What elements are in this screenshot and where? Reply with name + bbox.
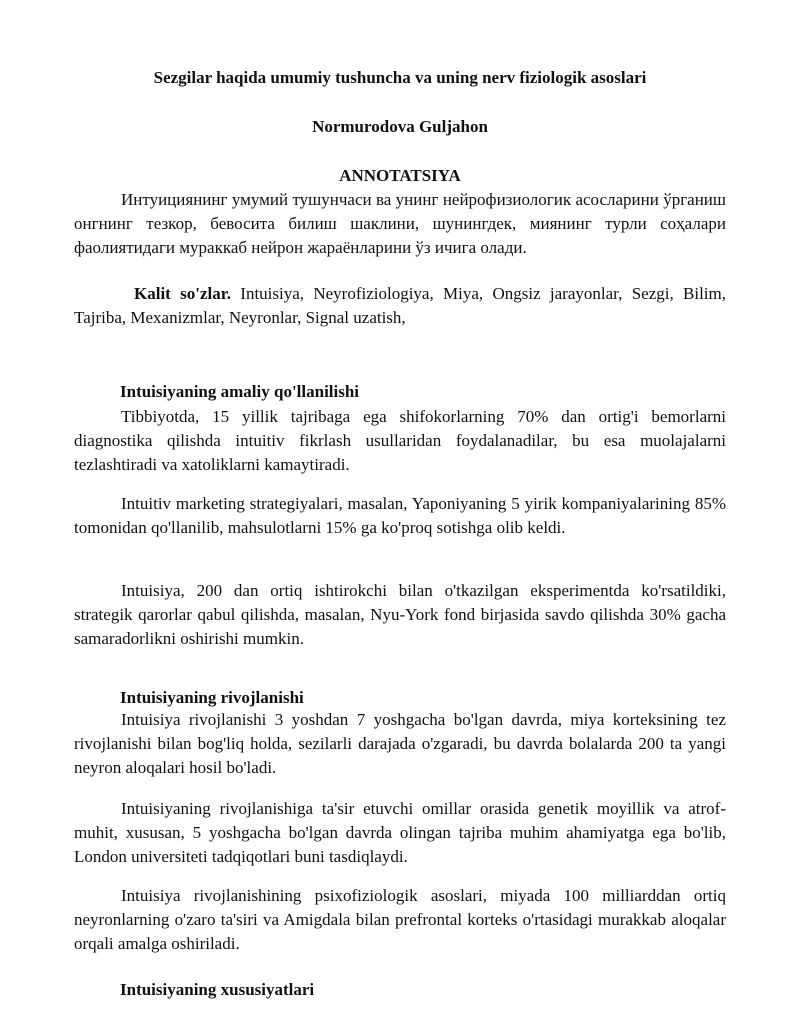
keywords-text: Intuisiya, Neyrofiziologiya, Miya, Ongsiz jarayonlar, Sezgi, Bilim, Tajriba, Mexanizmlar, Neyronlar, Signal uzatish, xyxy=(74,284,726,327)
annotation-paragraph xyxy=(74,188,726,260)
paragraph-text: Intuisiyaning rivojlanishiga ta'sir etuvchi omillar orasida genetik moyillik va atrof-muhit, xususan, 5 yoshgacha bo'lgan davrda olingan tajriba muhim ahamiyatga ega bo'lib, London universiteti tadqiqotlari buni tasdiqlaydi. xyxy=(74,799,726,866)
section-heading: Intuisiyaning amaliy qo'llanilishi xyxy=(120,382,360,401)
section-heading: Intuisiyaning xususiyatlari xyxy=(120,980,315,999)
section-paragraph xyxy=(74,405,726,477)
section-paragraph xyxy=(74,797,726,869)
section-paragraph xyxy=(74,492,726,540)
paragraph-text: Intuisiya rivojlanishining psixofiziologik asoslari, miyada 100 milliarddan ortiq neyronlarning o'zaro ta'siri va Amigdala bilan prefrontal korteks o'rtasidagi murakkab aloqalar orqali amalga oshiriladi. xyxy=(74,886,726,953)
paragraph-text: Intuisiya, 200 dan ortiq ishtirokchi bilan o'tkazilgan eksperimentda ko'rsatildiki, strategik qarorlar qabul qilishda, masalan, Nyu-York fond birjasida savdo qilishda 30% gacha samaradorlikni oshirishi mumkin. xyxy=(74,581,726,648)
annotation-heading: ANNOTATSIYA xyxy=(339,166,461,185)
keywords-paragraph xyxy=(74,282,726,330)
annotation-text: Интуициянинг умумий тушунчаси ва унинг нейрофизиологик асосларини ўрганиш онгнинг тезкор, бевосита билиш шаклини, шунингдек, миянинг турли соҳалари фаолиятидаги мураккаб нейрон жараёнларини ўз ичига олади. xyxy=(74,190,726,257)
section-paragraph xyxy=(74,708,726,780)
keywords-label: Kalit so'zlar. xyxy=(134,284,231,303)
document-title: Sezgilar haqida umumiy tushuncha va uning nerv fiziologik asoslari xyxy=(153,68,647,87)
author-name: Normurodova Guljahon xyxy=(312,117,488,136)
section-paragraph xyxy=(74,884,726,956)
section-heading: Intuisiyaning rivojlanishi xyxy=(120,688,304,707)
paragraph-text: Intuisiya rivojlanishi 3 yoshdan 7 yoshgacha bo'lgan davrda, miya korteksining tez rivojlanishi bilan bog'liq holda, sezilarli darajada o'zgaradi, bu davrda bolalarda 200 ta yangi neyron aloqalari hosil bo'ladi. xyxy=(74,710,726,777)
paragraph-text: Tibbiyotda, 15 yillik tajribaga ega shifokorlarning 70% dan ortig'i bemorlarni diagnostika qilishda intuitiv fikrlash usullaridan foydalanadilar, bu esa muolajalarni tezlashtiradi va xatoliklarni kamaytiradi. xyxy=(74,407,726,474)
paragraph-text: Intuitiv marketing strategiyalari, masalan, Yaponiyaning 5 yirik kompaniyalarining 85% tomonidan qo'llanilib, mahsulotlarni 15% ga ko'proq sotishga olib keldi. xyxy=(74,494,726,537)
section-paragraph xyxy=(74,579,726,651)
